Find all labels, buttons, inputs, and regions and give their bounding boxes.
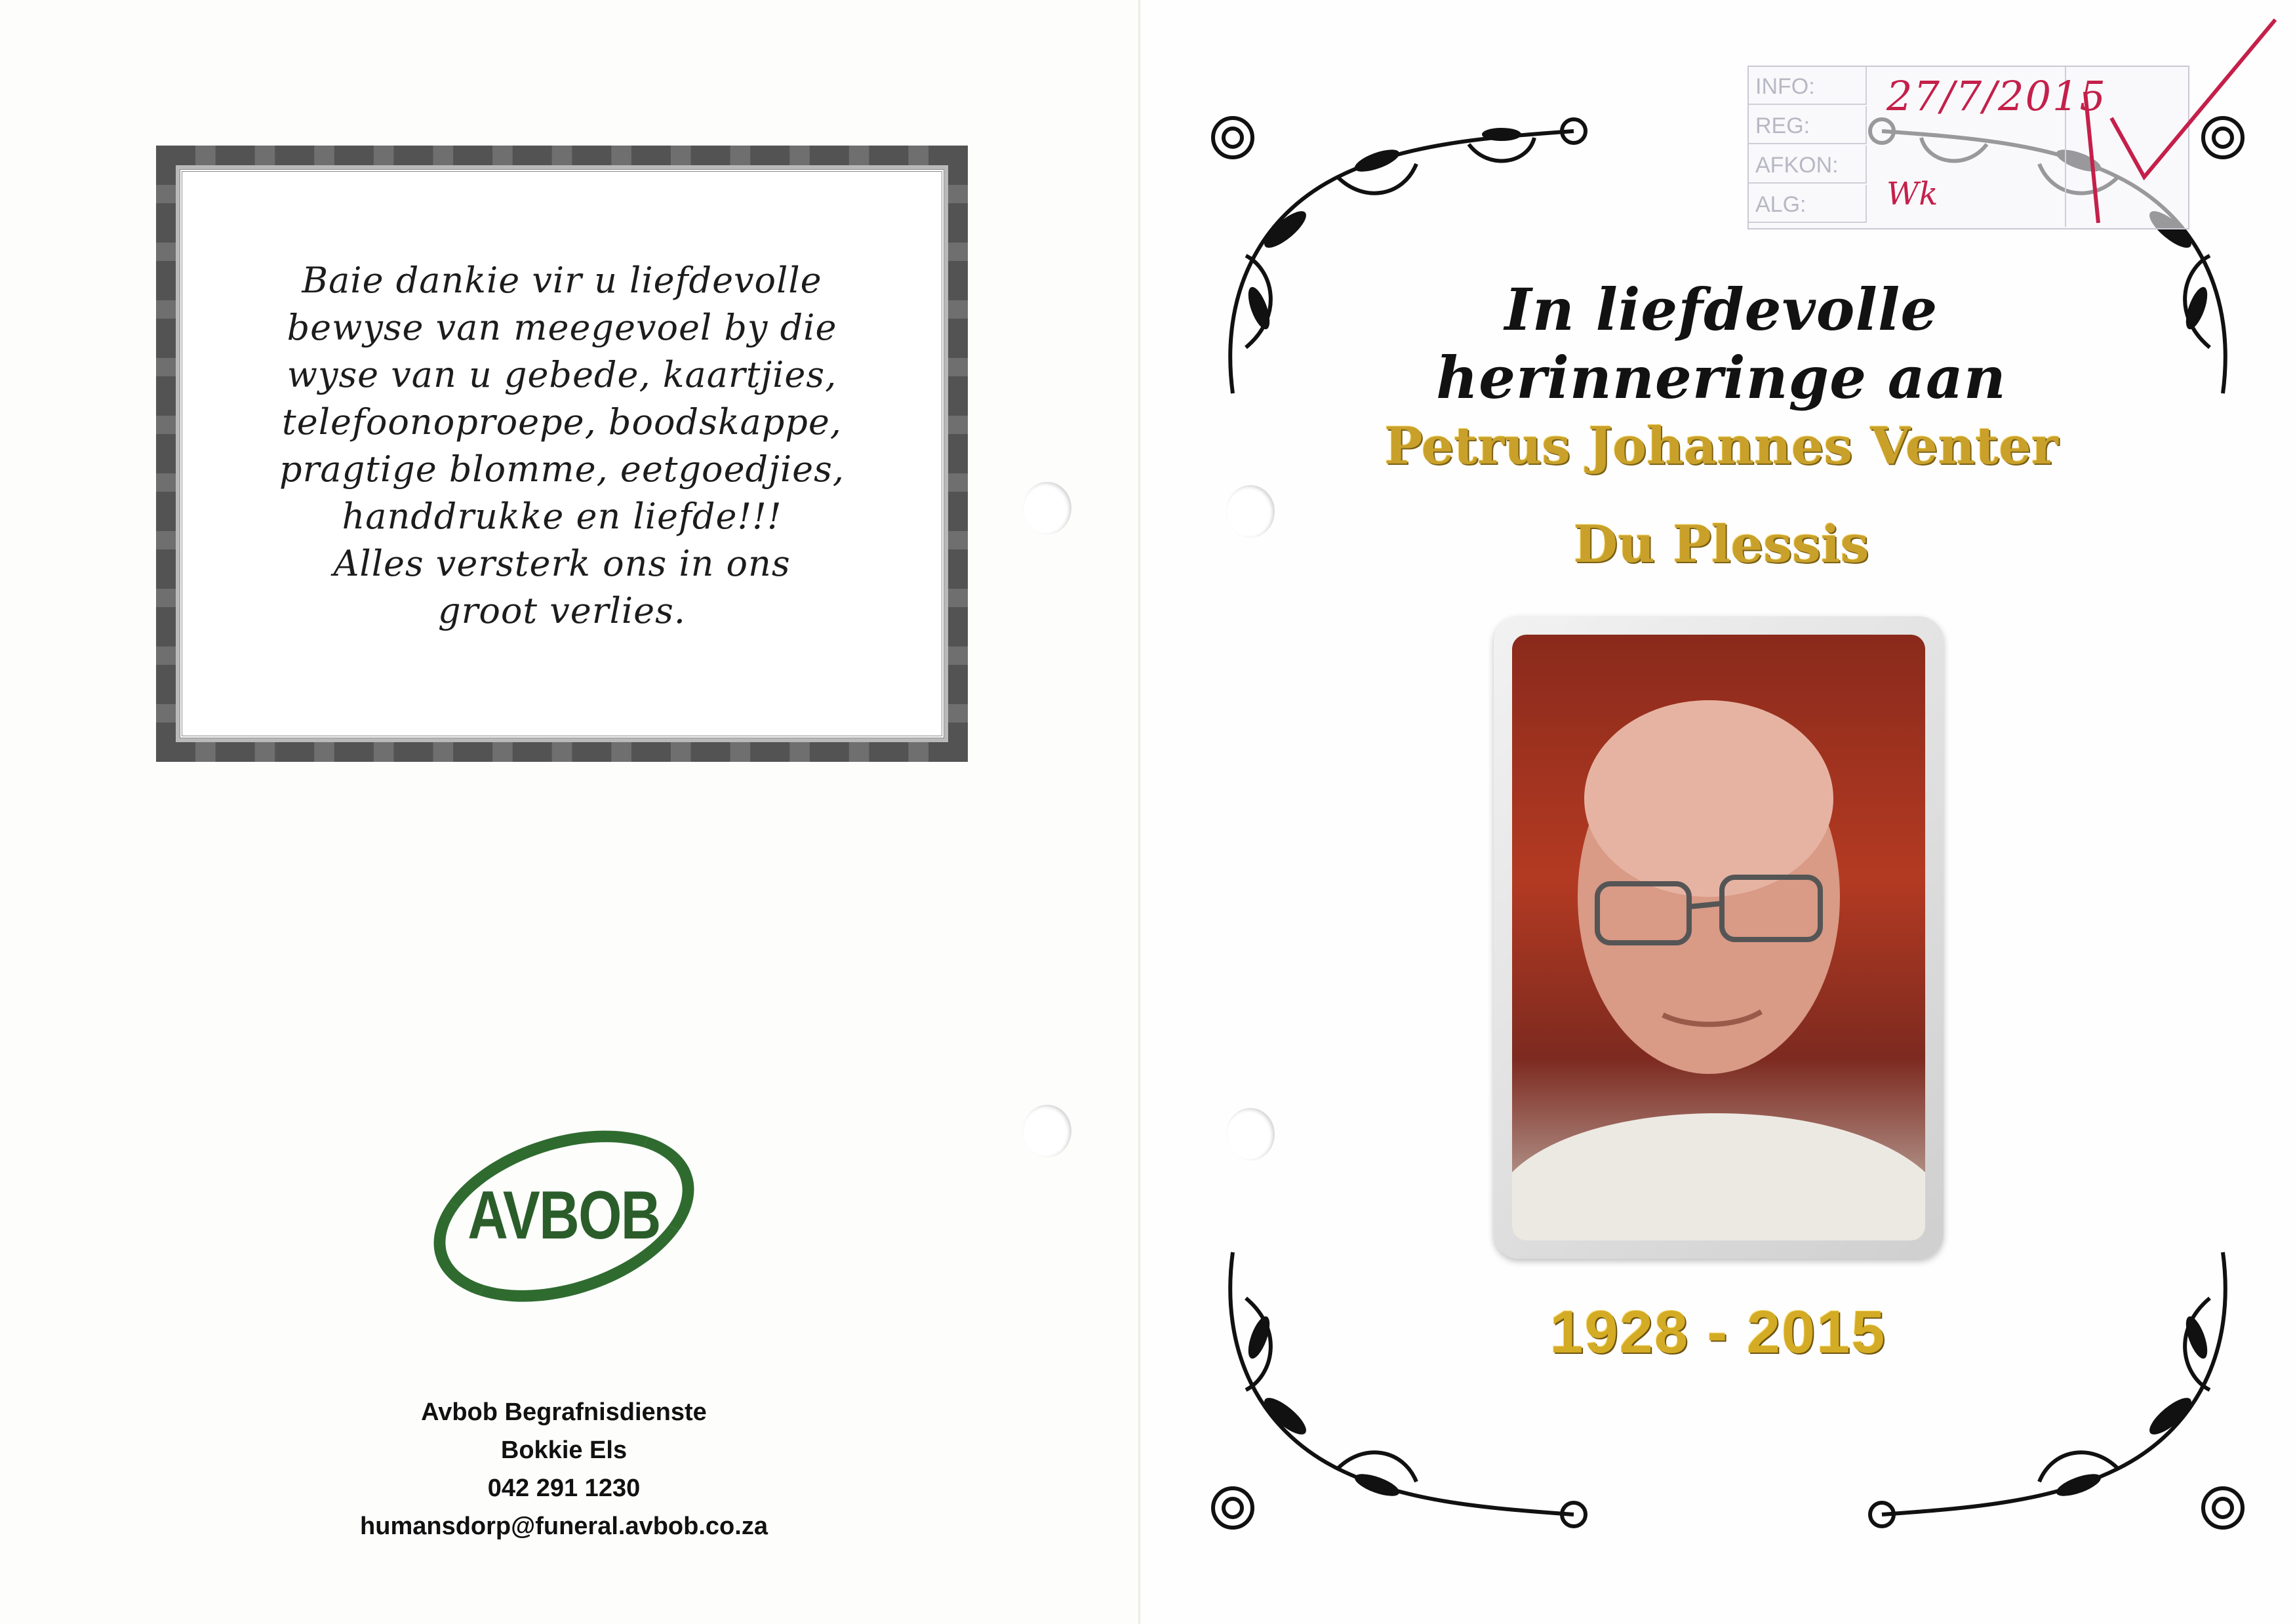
punch-hole (1226, 485, 1275, 538)
contact-block (289, 1393, 839, 1545)
stamp-label-reg: REG: (1749, 106, 1867, 144)
ornament-bottom-right (1856, 1233, 2249, 1547)
stamp-label-afkon: AFKON: (1749, 146, 1867, 184)
email-address: humansdorp@funeral.avbob.co.za (360, 1513, 768, 1540)
handwritten-date: 27/7/2015 (1886, 72, 2107, 120)
handwritten-tick-mark (2013, 13, 2288, 236)
punch-hole (1023, 482, 1071, 534)
life-years: 1928 - 2015 (1549, 1299, 1886, 1366)
portrait-photo (1512, 635, 1925, 1240)
phone-number: 042 291 1230 (487, 1475, 641, 1502)
ornament-bottom-left (1207, 1233, 1600, 1547)
stamp-label-info: INFO: (1749, 67, 1867, 105)
company-name: Avbob Begrafnisdienste (421, 1398, 707, 1426)
left-page (0, 0, 1141, 1624)
punch-hole (1023, 1105, 1071, 1157)
punch-hole (1226, 1108, 1275, 1160)
portrait-frame (1494, 616, 1944, 1259)
stamp-label-alg: ALG: (1749, 185, 1867, 223)
logo-wordmark: AVBOB (468, 1178, 660, 1254)
deceased-name-line1: Petrus Johannes Venter (1384, 416, 2058, 476)
contact-person: Bokkie Els (500, 1436, 628, 1464)
memorial-heading: In liefdevolle herinneringe aan (1436, 275, 2006, 412)
portrait-illustration (1512, 635, 1925, 1240)
handwritten-initials: Wk (1886, 176, 1938, 212)
deceased-name-line2: Du Plessis (1573, 515, 1869, 574)
avbob-logo (429, 1138, 698, 1295)
thank-you-message: Baie dankie vir u liefdevolle bewyse van meegevoel by die wyse van u gebede, kaartjies, telefoonoproepe, boodskappe, pragtige blomme, eetgoedjies, handdrukke en liefde!!! Alles versterk ons in ons groot verlies. (279, 260, 845, 631)
thank-you-frame (156, 146, 968, 762)
